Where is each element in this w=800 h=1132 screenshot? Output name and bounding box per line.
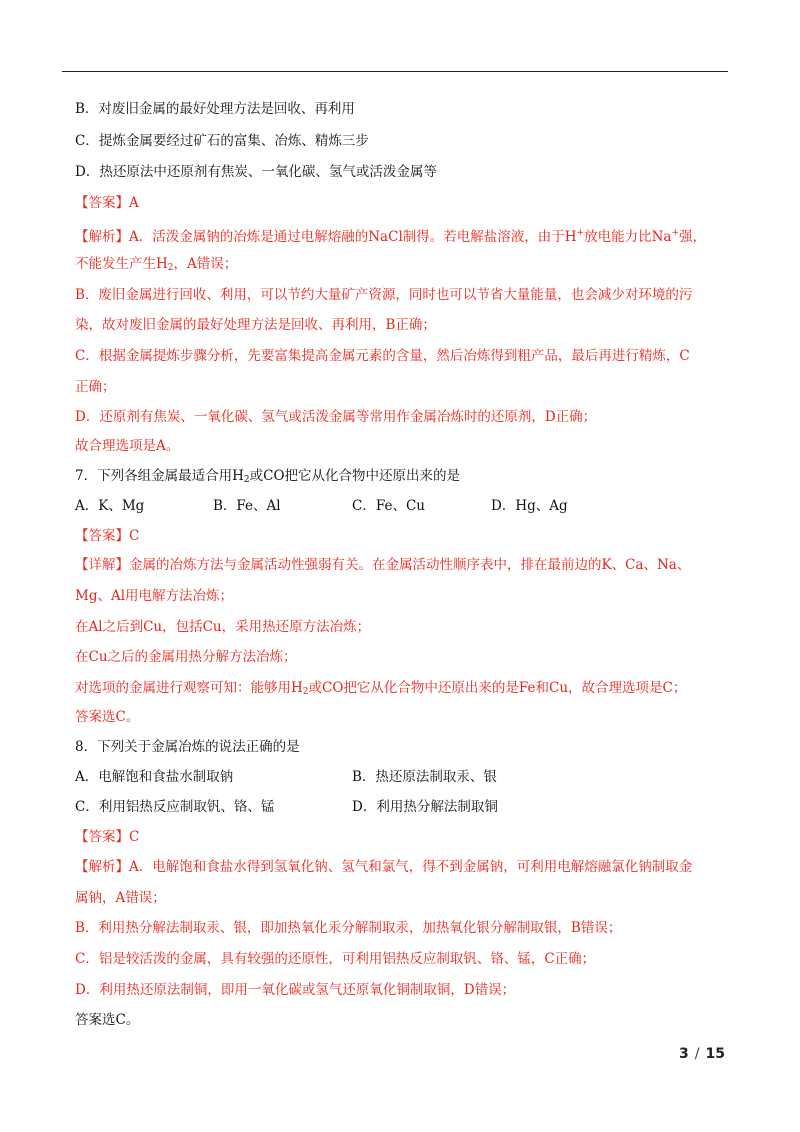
q7-option-b: B．Fe、Al [213, 498, 281, 514]
q7-stem: 7．下列各组金属最适合用$H_2$或CO把它从化合物中还原出来的是 [75, 468, 461, 485]
q8-conclusion: 答案选C。 [75, 1012, 140, 1028]
q6-answer: 【答案】A [75, 195, 139, 211]
q6-option-b: B．对废旧金属的最好处理方法是回收、再利用 [75, 101, 355, 117]
q7-option-a: A．K、Mg [75, 498, 145, 514]
q7-explain-line2: Mg、Al用电解方法冶炼； [75, 588, 234, 604]
q8-option-d: D．利用热分解法制取铜 [352, 799, 498, 815]
header-rule [62, 71, 728, 72]
q6-conclusion: 故合理选项是A。 [75, 438, 180, 454]
q6-analysis-d-line1: D．还原剂有焦炭、一氧化碳、氢气或活泼金属等常用作金属冶炼时的还原剂，D正确； [75, 409, 597, 425]
q8-answer: 【答案】C [75, 829, 140, 845]
q8-analysis-c: C．铝是较活泼的金属，具有较强的还原性，可利用铝热反应制取钒、铬、锰，C正确； [75, 951, 596, 967]
q6-option-d: D．热还原法中还原剂有焦炭、一氧化碳、氢气或活泼金属等 [75, 164, 437, 180]
q7-explain-line5: 对选项的金属进行观察可知：能够用$H_2$或CO把它从化合物中还原出来的是Fe和Cu，故合理选项是C； [75, 680, 687, 697]
q6-option-c: C．提炼金属要经过矿石的富集、冶炼、精炼三步 [75, 133, 369, 149]
q7-conclusion: 答案选C。 [75, 709, 140, 725]
q8-option-a: A．电解饱和食盐水制取钠 [75, 769, 234, 785]
q8-analysis-a-line2: 属钠，A错误； [75, 890, 166, 906]
q7-option-c: C．Fe、Cu [352, 498, 425, 514]
q6-analysis-a-line2: 不能发生产生$H_2$，A错误； [75, 256, 238, 273]
q6-analysis-b-line2: 染，故对废旧金属的最好处理方法是回收、再利用，B正确； [75, 317, 436, 333]
q7-answer: 【答案】C [75, 528, 140, 544]
q8-option-c: C．利用铝热反应制取钒、铬、锰 [75, 799, 275, 815]
q8-stem: 8．下列关于金属冶炼的说法正确的是 [75, 739, 300, 755]
q7-explain-line3: 在Al之后到Cu，包括Cu，采用热还原方法冶炼； [75, 619, 371, 635]
q8-analysis-b: B．利用热分解法制取汞、银，即加热氧化汞分解制取汞，加热氧化银分解制取银，B错误； [75, 920, 622, 936]
page-number: 3 / 15 [679, 1046, 725, 1062]
q8-analysis-d: D．利用热还原法制铜，即用一氧化碳或氢气还原氧化铜制取铜，D错误； [75, 982, 516, 998]
q7-explain-line1: 【详解】金属的冶炼方法与金属活动性强弱有关。在金属活动性顺序表中，排在最前边的K、Ca、Na、 [75, 557, 691, 573]
q8-analysis-a-line1: 【解析】A．电解饱和食盐水得到氢氧化钠、氢气和氯气，得不到金属钠，可利用电解熔融氯化钠制取金 [75, 859, 693, 875]
q6-analysis-a-line1: 【解析】A．活泼金属钠的冶炼是通过电解熔融的NaCl制得。若电解盐溶液，由于H+放电能力比Na+强， [75, 228, 706, 245]
q7-option-d: D．Hg、Ag [491, 498, 568, 514]
q6-analysis-c-line1: C．根据金属提炼步骤分析，先要富集提高金属元素的含量，然后冶炼得到粗产品，最后再进行精炼，C [75, 348, 690, 364]
q6-analysis-c-line2: 正确； [75, 379, 116, 395]
q8-option-b: B．热还原法制取汞、银 [352, 769, 497, 785]
q6-analysis-b-line1: B．废旧金属进行回收、利用，可以节约大量矿产资源，同时也可以节省大量能量，也会减少对环境的污 [75, 287, 693, 303]
q7-explain-line4: 在Cu之后的金属用热分解方法冶炼； [75, 649, 297, 665]
